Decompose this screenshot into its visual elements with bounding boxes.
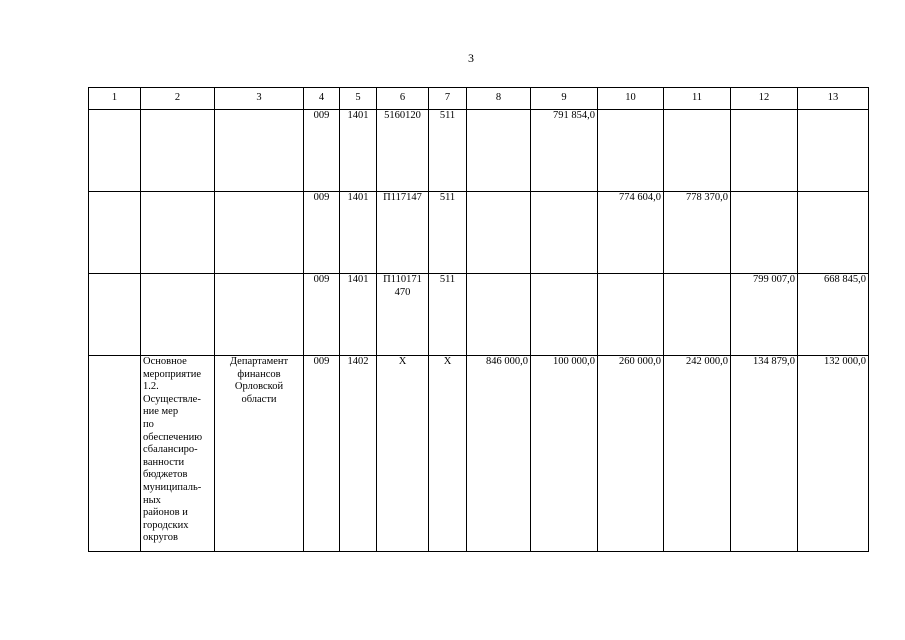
table-header-row (89, 88, 869, 110)
column-header: 10 (598, 88, 664, 110)
table-cell: 134 879,0 (731, 356, 798, 552)
table-cell: 511 (429, 110, 467, 192)
table-cell: 132 000,0 (798, 356, 869, 552)
table-cell: 778 370,0 (664, 192, 731, 274)
activity-description-cell: Основное мероприятие 1.2. Осуществле- ние мер по обеспечению сбалансиро- ванности бюджетов муниципаль- ных районов и городских округов (141, 356, 215, 552)
column-header: 12 (731, 88, 798, 110)
column-header: 5 (340, 88, 377, 110)
page-number: 3 (468, 51, 474, 65)
table-cell (141, 110, 215, 192)
table-cell: 260 000,0 (598, 356, 664, 552)
table-cell (89, 110, 141, 192)
column-header: 7 (429, 88, 467, 110)
table-cell: 791 854,0 (531, 110, 598, 192)
table-cell (531, 274, 598, 356)
table-cell: 1401 (340, 192, 377, 274)
column-header: 3 (215, 88, 304, 110)
table-cell (598, 274, 664, 356)
column-header: 8 (467, 88, 531, 110)
table-cell (141, 192, 215, 274)
column-header: 4 (304, 88, 340, 110)
table-row (89, 274, 869, 356)
table-cell (664, 110, 731, 192)
executor-cell: Департамент финансов Орловской области (215, 356, 304, 552)
table-cell: Х (377, 356, 429, 552)
table-cell: 5160120 (377, 110, 429, 192)
table-cell (215, 192, 304, 274)
table-cell: 511 (429, 274, 467, 356)
table-cell (467, 274, 531, 356)
column-header: 2 (141, 88, 215, 110)
table-row (89, 110, 869, 192)
table-cell: 668 845,0 (798, 274, 869, 356)
table-row (89, 356, 869, 552)
column-header: 6 (377, 88, 429, 110)
table-cell (731, 110, 798, 192)
table-cell: 100 000,0 (531, 356, 598, 552)
table-cell: 846 000,0 (467, 356, 531, 552)
table-cell: 009 (304, 274, 340, 356)
table-cell: Х (429, 356, 467, 552)
table-cell: 799 007,0 (731, 274, 798, 356)
table-cell: 1401 (340, 110, 377, 192)
table-cell: П110171 470 (377, 274, 429, 356)
table-cell (89, 274, 141, 356)
column-header: 9 (531, 88, 598, 110)
column-header: 13 (798, 88, 869, 110)
budget-table (88, 87, 869, 552)
table-cell (798, 192, 869, 274)
table-cell (598, 110, 664, 192)
table-cell: 009 (304, 110, 340, 192)
table-cell (89, 356, 141, 552)
table-cell (664, 274, 731, 356)
column-header: 1 (89, 88, 141, 110)
table-cell: 242 000,0 (664, 356, 731, 552)
table-cell: П117147 (377, 192, 429, 274)
table-cell: 774 604,0 (598, 192, 664, 274)
table-cell (215, 110, 304, 192)
table-cell (467, 110, 531, 192)
table-cell (215, 274, 304, 356)
table-cell: 1401 (340, 274, 377, 356)
table-cell (467, 192, 531, 274)
table-cell: 009 (304, 356, 340, 552)
table-cell (731, 192, 798, 274)
table-cell: 1402 (340, 356, 377, 552)
table-cell (141, 274, 215, 356)
column-header: 11 (664, 88, 731, 110)
table-cell: 009 (304, 192, 340, 274)
table-cell (89, 192, 141, 274)
table-cell (798, 110, 869, 192)
table-row (89, 192, 869, 274)
table-cell: 511 (429, 192, 467, 274)
table-cell (531, 192, 598, 274)
